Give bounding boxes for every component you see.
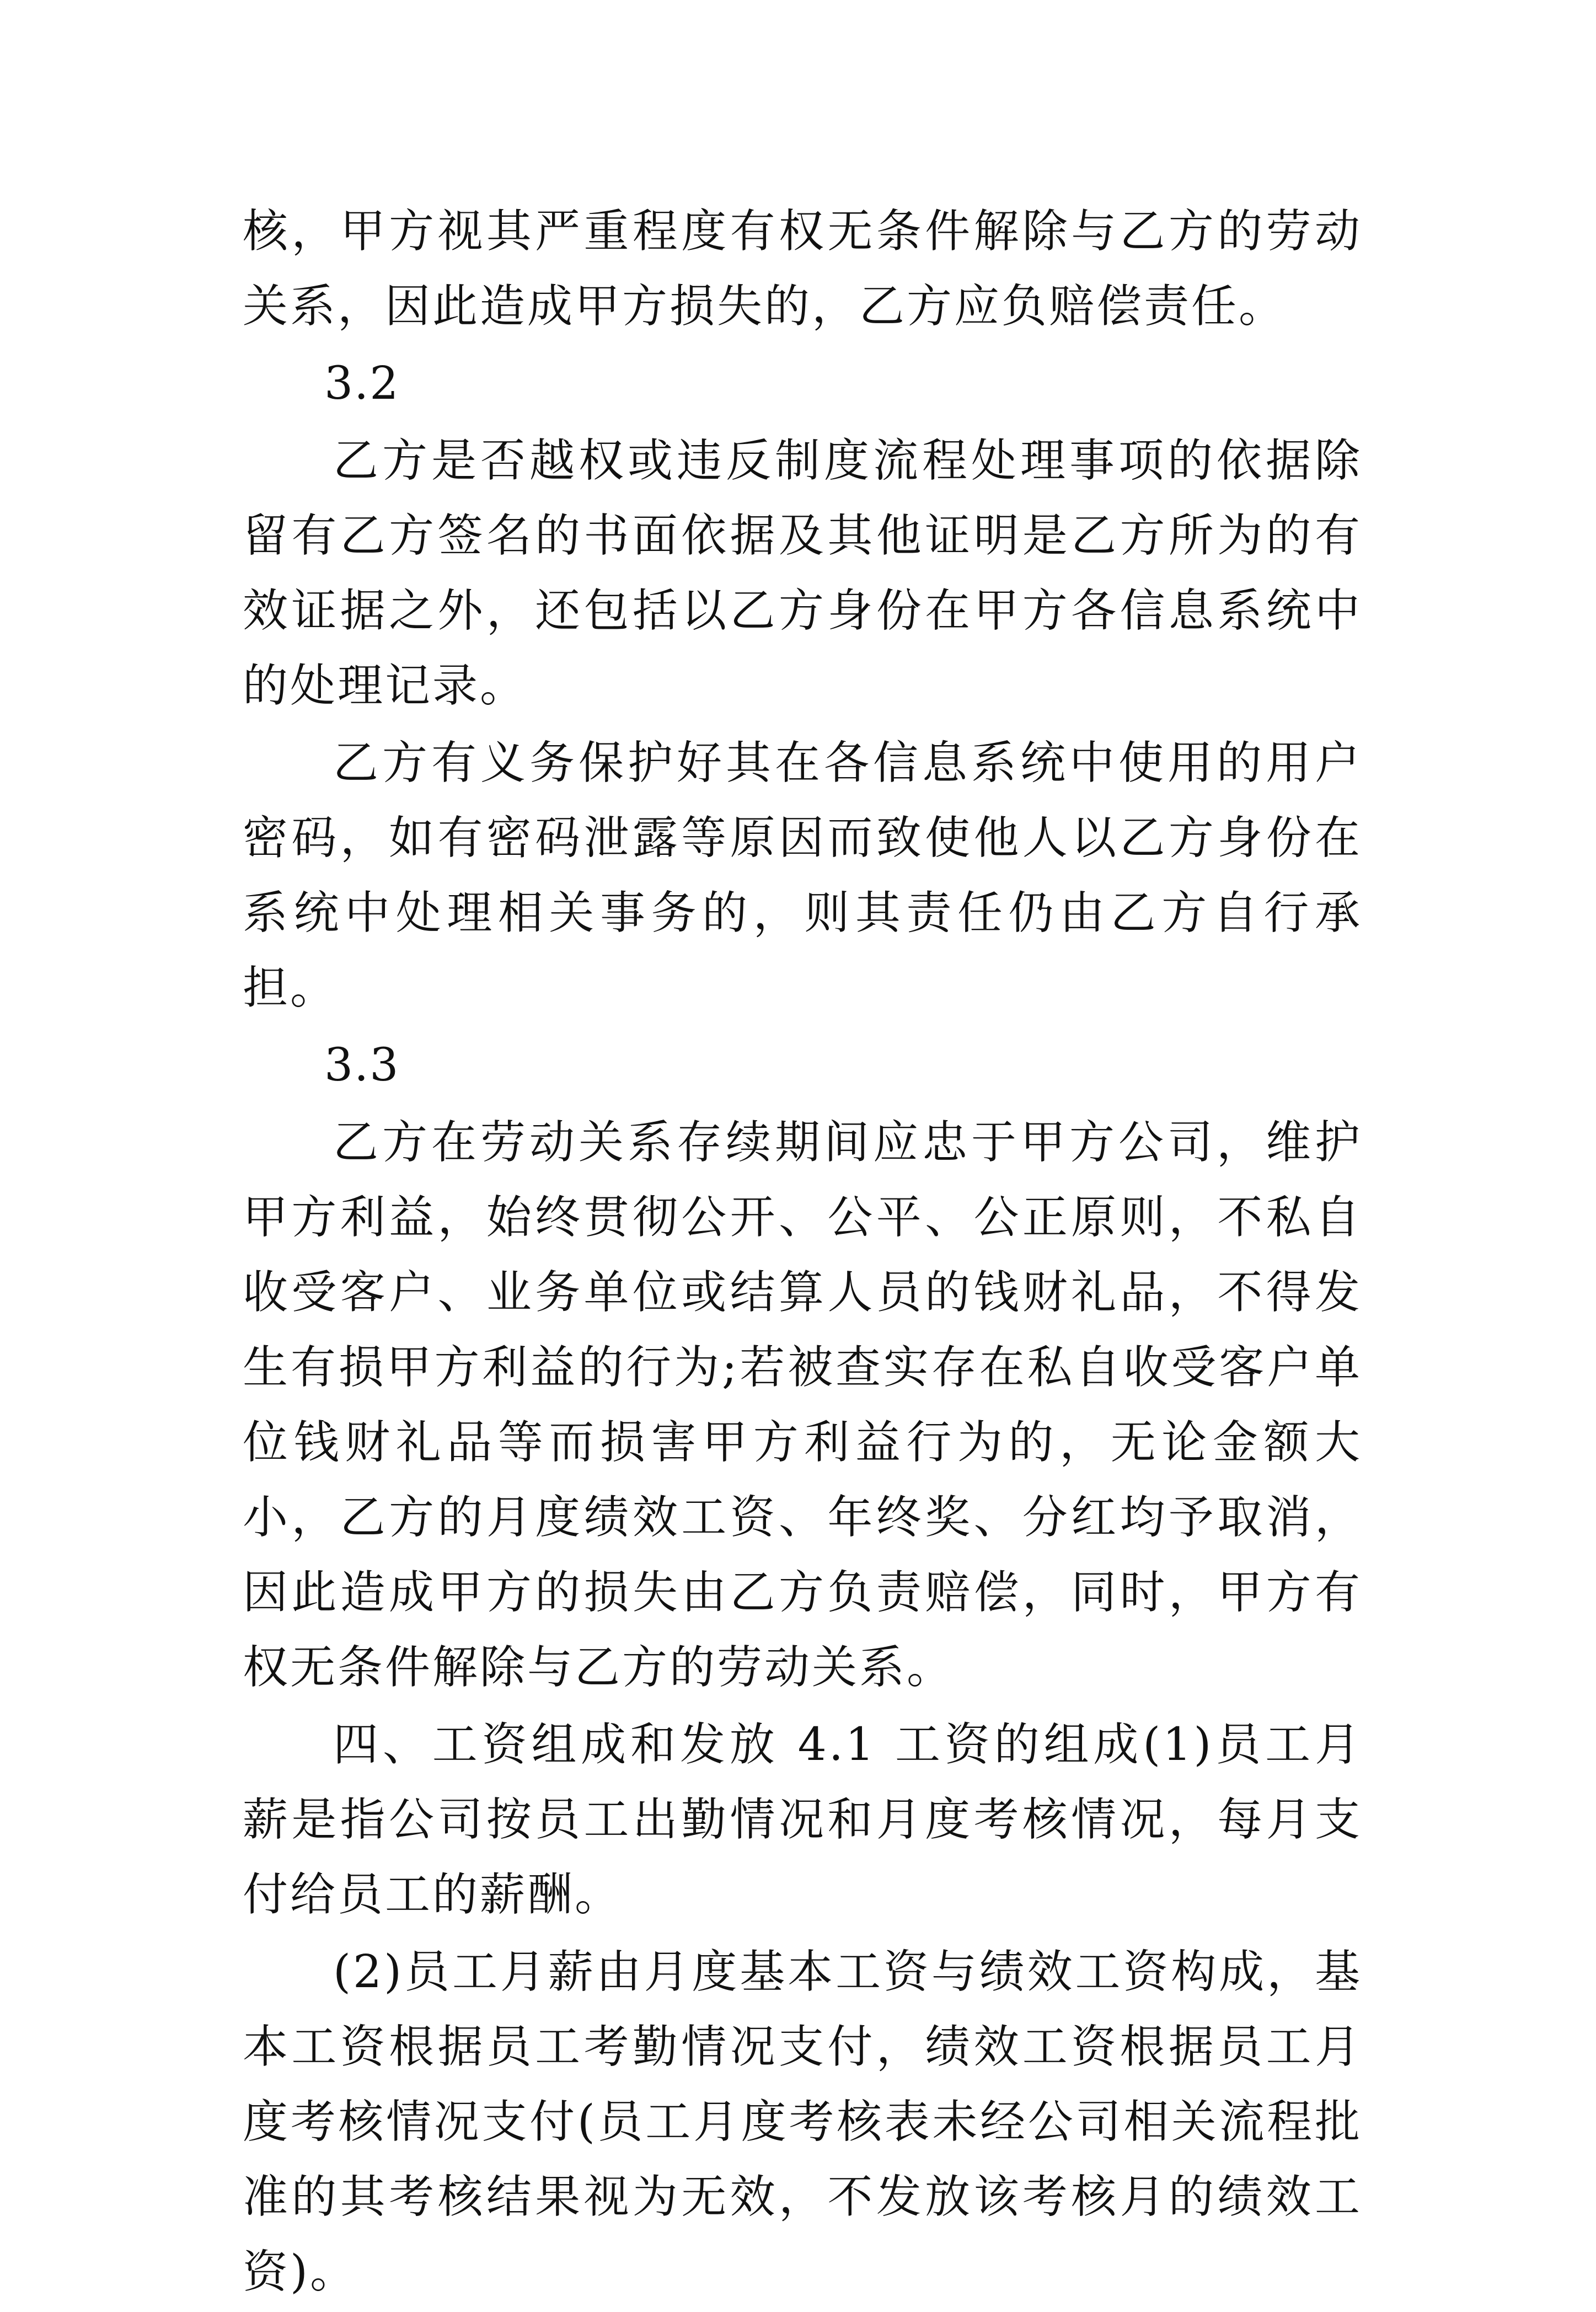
paragraph-evidence: 乙方是否越权或违反制度流程处理事项的依据除留有乙方签名的书面依据及其他证明是乙方所为的有效证据之外，还包括以乙方身份在甲方各信息系统中的处理记录。	[243, 435, 1362, 712]
paragraph-continuation: 核，甲方视其严重程度有权无条件解除与乙方的劳动关系，因此造成甲方损失的，乙方应负赔偿责任。	[243, 205, 1362, 333]
paragraph-salary-composition: 四、工资组成和发放 4.1 工资的组成(1)员工月薪是指公司按员工出勤情况和月度考核情况，每月支付给员工的薪酬。	[243, 1719, 1362, 1921]
paragraph-monthly-salary: (2)员工月薪由月度基本工资与绩效工资构成，基本工资根据员工考勤情况支付，绩效工资根据员工月度考核情况支付(员工月度考核表未经公司相关流程批准的其考核结果视为无效，不发放该考核月的绩效工资)。	[243, 1946, 1362, 2298]
section-number-3-3: 3.3	[324, 1039, 400, 1091]
paragraph-loyalty: 乙方在劳动关系存续期间应忠于甲方公司，维护甲方利益，始终贯彻公开、公平、公正原则，不私自收受客户、业务单位或结算人员的钱财礼品，不得发生有损甲方利益的行为;若被查实存在私自收受客户单位钱财礼品等而损害甲方利益行为的，无论金额大小，乙方的月度绩效工资、年终奖、分红均予取消，因此造成甲方的损失由乙方负责赔偿，同时，甲方有权无条件解除与乙方的劳动关系。	[243, 1116, 1362, 1694]
section-number-3-2: 3.2	[324, 357, 400, 410]
paragraph-password: 乙方有义务保护好其在各信息系统中使用的用户密码，如有密码泄露等原因而致使他人以乙方身份在系统中处理相关事务的，则其责任仍由乙方自行承担。	[243, 737, 1362, 1014]
document-body	[243, 194, 1362, 2312]
